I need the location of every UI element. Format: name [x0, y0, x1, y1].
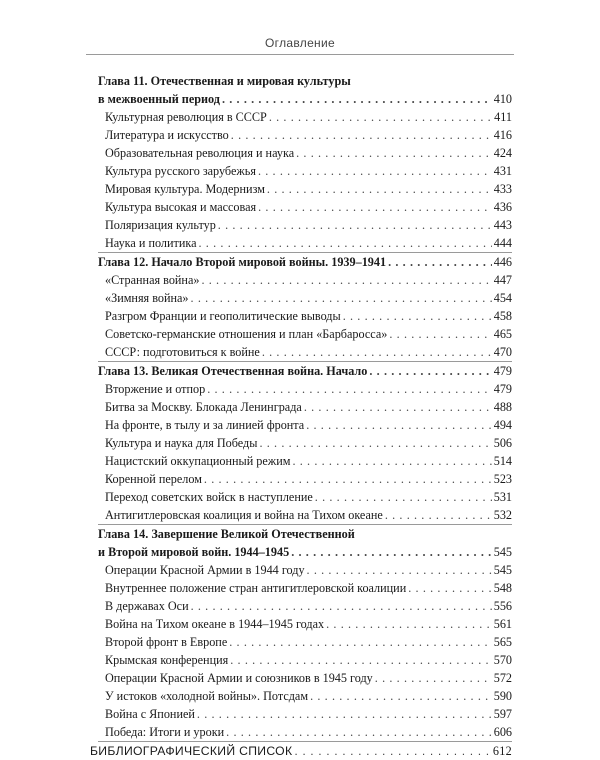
section-title: Коренной перелом: [105, 472, 202, 486]
toc-section-item[interactable]: [98, 470, 512, 488]
chapter-title[interactable]: [98, 253, 512, 271]
chapter-page: 410: [493, 92, 512, 106]
section-title: Переход советских войск в наступление: [105, 490, 313, 504]
toc-section-item[interactable]: [98, 162, 512, 180]
leader-dots: [294, 742, 490, 760]
leader-dots: [375, 669, 492, 687]
chapter-title[interactable]: [98, 525, 512, 561]
leader-dots: [222, 90, 492, 108]
section-page: 565: [493, 635, 512, 649]
leader-dots: [262, 343, 492, 361]
bibliography-page: 612: [492, 744, 512, 758]
section-title: Второй фронт в Европе: [105, 635, 228, 649]
section-page: 572: [493, 671, 512, 685]
section-page: 479: [493, 382, 512, 396]
leader-dots: [191, 289, 492, 307]
section-title: Культура русского зарубежья: [105, 164, 256, 178]
section-page: 561: [493, 617, 512, 631]
section-page: 523: [493, 472, 512, 486]
section-title: «Зимняя война»: [105, 291, 189, 305]
toc-section-item[interactable]: [98, 343, 512, 361]
chapter-block: [98, 525, 512, 742]
toc-section-item[interactable]: [98, 488, 512, 506]
leader-dots: [258, 162, 492, 180]
section-title: У истоков «холодной войны». Потсдам: [105, 689, 309, 703]
section-title: Операции Красной Армии и союзников в 1945 году: [105, 671, 373, 685]
leader-dots: [343, 307, 492, 325]
section-title: Победа: Итоги и уроки: [105, 725, 225, 739]
leader-dots: [267, 180, 492, 198]
chapter-page: 479: [493, 364, 512, 378]
section-page: 494: [493, 418, 512, 432]
toc-section-item[interactable]: [98, 597, 512, 615]
leader-dots: [304, 398, 492, 416]
toc-section-item[interactable]: [98, 216, 512, 234]
leader-dots: [385, 506, 492, 524]
chapter-block: [98, 362, 512, 525]
section-page: 597: [493, 707, 512, 721]
section-page: 556: [493, 599, 512, 613]
toc-section-item[interactable]: [98, 561, 512, 579]
section-title: Вторжение и отпор: [105, 382, 206, 396]
toc-section-item[interactable]: [98, 144, 512, 162]
leader-dots: [201, 271, 491, 289]
section-page: 416: [493, 128, 512, 142]
section-title: Поляризация культур: [105, 218, 216, 232]
section-page: 545: [493, 563, 512, 577]
leader-dots: [226, 723, 492, 741]
leader-dots: [306, 416, 492, 434]
chapter-title-line: в межвоенный период: [98, 92, 220, 106]
chapter-block: [98, 72, 512, 253]
toc-section-item[interactable]: [98, 615, 512, 633]
toc-section-item[interactable]: [98, 198, 512, 216]
toc-section-item[interactable]: [98, 633, 512, 651]
section-title: В державах Оси: [105, 599, 189, 613]
chapter-page: 446: [493, 255, 512, 269]
section-page: 506: [493, 436, 512, 450]
section-page: 606: [493, 725, 512, 739]
section-title: Культура высокая и массовая: [105, 200, 257, 214]
leader-dots: [199, 234, 492, 252]
leader-dots: [197, 705, 492, 723]
chapter-title-line: и Второй мировой войн. 1944–1945: [98, 545, 290, 559]
chapter-title-line: Глава 11. Отечественная и мировая культуры: [98, 74, 351, 88]
table-of-contents: [0, 72, 600, 760]
toc-section-item[interactable]: [98, 452, 512, 470]
section-title: Операции Красной Армии в 1944 году: [105, 563, 305, 577]
toc-section-item[interactable]: [98, 687, 512, 705]
section-title: Культурная революция в СССР: [105, 110, 267, 124]
chapter-title-line: Глава 14. Завершение Великой Отечественной: [98, 527, 355, 541]
toc-section-item[interactable]: [98, 434, 512, 452]
section-page: 424: [493, 146, 512, 160]
section-page: 570: [493, 653, 512, 667]
leader-dots: [229, 633, 491, 651]
section-title: Разгром Франции и геополитические выводы: [105, 309, 341, 323]
section-page: 443: [493, 218, 512, 232]
toc-section-item[interactable]: [98, 579, 512, 597]
leader-dots: [292, 452, 491, 470]
chapter-block: [98, 253, 512, 362]
section-page: 431: [493, 164, 512, 178]
leader-dots: [296, 144, 492, 162]
toc-section-item[interactable]: [98, 398, 512, 416]
leader-dots: [408, 579, 491, 597]
section-title: Война с Японией: [105, 707, 195, 721]
toc-section-item[interactable]: [98, 669, 512, 687]
leader-dots: [291, 543, 492, 561]
section-page: 488: [493, 400, 512, 414]
section-page: 447: [493, 273, 512, 287]
toc-section-item[interactable]: [98, 416, 512, 434]
section-title: Мировая культура. Модернизм: [105, 182, 265, 196]
leader-dots: [218, 216, 492, 234]
leader-dots: [191, 597, 492, 615]
section-page: 531: [493, 490, 512, 504]
section-title: Литература и искусство: [105, 128, 229, 142]
section-page: 433: [493, 182, 512, 196]
toc-section-item[interactable]: [98, 325, 512, 343]
toc-section-item[interactable]: [98, 289, 512, 307]
section-title: Крымская конференция: [105, 653, 229, 667]
running-header: Оглавление: [265, 36, 335, 50]
leader-dots: [369, 362, 491, 380]
leader-dots: [315, 488, 492, 506]
leader-dots: [231, 126, 492, 144]
section-page: 590: [493, 689, 512, 703]
toc-section-item[interactable]: [98, 307, 512, 325]
section-page: 454: [493, 291, 512, 305]
section-title: На фронте, в тылу и за линией фронта: [105, 418, 305, 432]
chapter-title-line: Глава 12. Начало Второй мировой войны. 1939–1941: [98, 255, 387, 269]
section-page: 514: [493, 454, 512, 468]
chapter-title[interactable]: [98, 72, 512, 108]
section-title: СССР: подготовиться к войне: [105, 345, 260, 359]
section-title: Нацистский оккупационный режим: [105, 454, 291, 468]
section-title: Образовательная революция и наука: [105, 146, 295, 160]
leader-dots: [207, 380, 492, 398]
chapter-title[interactable]: [98, 362, 512, 380]
section-title: Советско-германские отношения и план «Барбаросса»: [105, 327, 388, 341]
leader-dots: [259, 434, 491, 452]
chapter-page: 545: [493, 545, 512, 559]
toc-section-item[interactable]: [98, 234, 512, 252]
leader-dots: [389, 325, 491, 343]
leader-dots: [388, 253, 492, 271]
toc-section-item[interactable]: [98, 108, 512, 126]
section-page: 532: [493, 508, 512, 522]
section-page: 465: [493, 327, 512, 341]
leader-dots: [204, 470, 492, 488]
leader-dots: [269, 108, 492, 126]
toc-section-item[interactable]: [98, 506, 512, 524]
toc-section-item[interactable]: [98, 271, 512, 289]
section-page: 411: [494, 110, 512, 124]
bibliography-entry[interactable]: [90, 742, 512, 760]
chapter-title-line: Глава 13. Великая Отечественная война. Начало: [98, 364, 368, 378]
leader-dots: [310, 687, 492, 705]
toc-section-item[interactable]: [98, 180, 512, 198]
section-page: 458: [493, 309, 512, 323]
section-title: Битва за Москву. Блокада Ленинграда: [105, 400, 302, 414]
toc-section-item[interactable]: [98, 723, 512, 741]
section-page: 444: [493, 236, 512, 250]
section-title: «Странная война»: [105, 273, 200, 287]
section-page: 470: [493, 345, 512, 359]
toc-section-item[interactable]: [98, 705, 512, 723]
header-rule: [86, 54, 514, 55]
leader-dots: [258, 198, 492, 216]
section-title: Война на Тихом океане в 1944–1945 годах: [105, 617, 325, 631]
leader-dots: [307, 561, 492, 579]
section-page: 548: [493, 581, 512, 595]
section-title: Внутреннее положение стран антигитлеровской коалиции: [105, 581, 407, 595]
toc-section-item[interactable]: [98, 380, 512, 398]
section-title: Антигитлеровская коалиция и война на Тихом океане: [105, 508, 383, 522]
toc-section-item[interactable]: [98, 126, 512, 144]
leader-dots: [326, 615, 492, 633]
leader-dots: [230, 651, 491, 669]
bibliography-title: БИБЛИОГРАФИЧЕСКИЙ СПИСОК: [90, 744, 293, 758]
section-title: Культура и наука для Победы: [105, 436, 258, 450]
section-title: Наука и политика: [105, 236, 197, 250]
section-page: 436: [493, 200, 512, 214]
toc-section-item[interactable]: [98, 651, 512, 669]
